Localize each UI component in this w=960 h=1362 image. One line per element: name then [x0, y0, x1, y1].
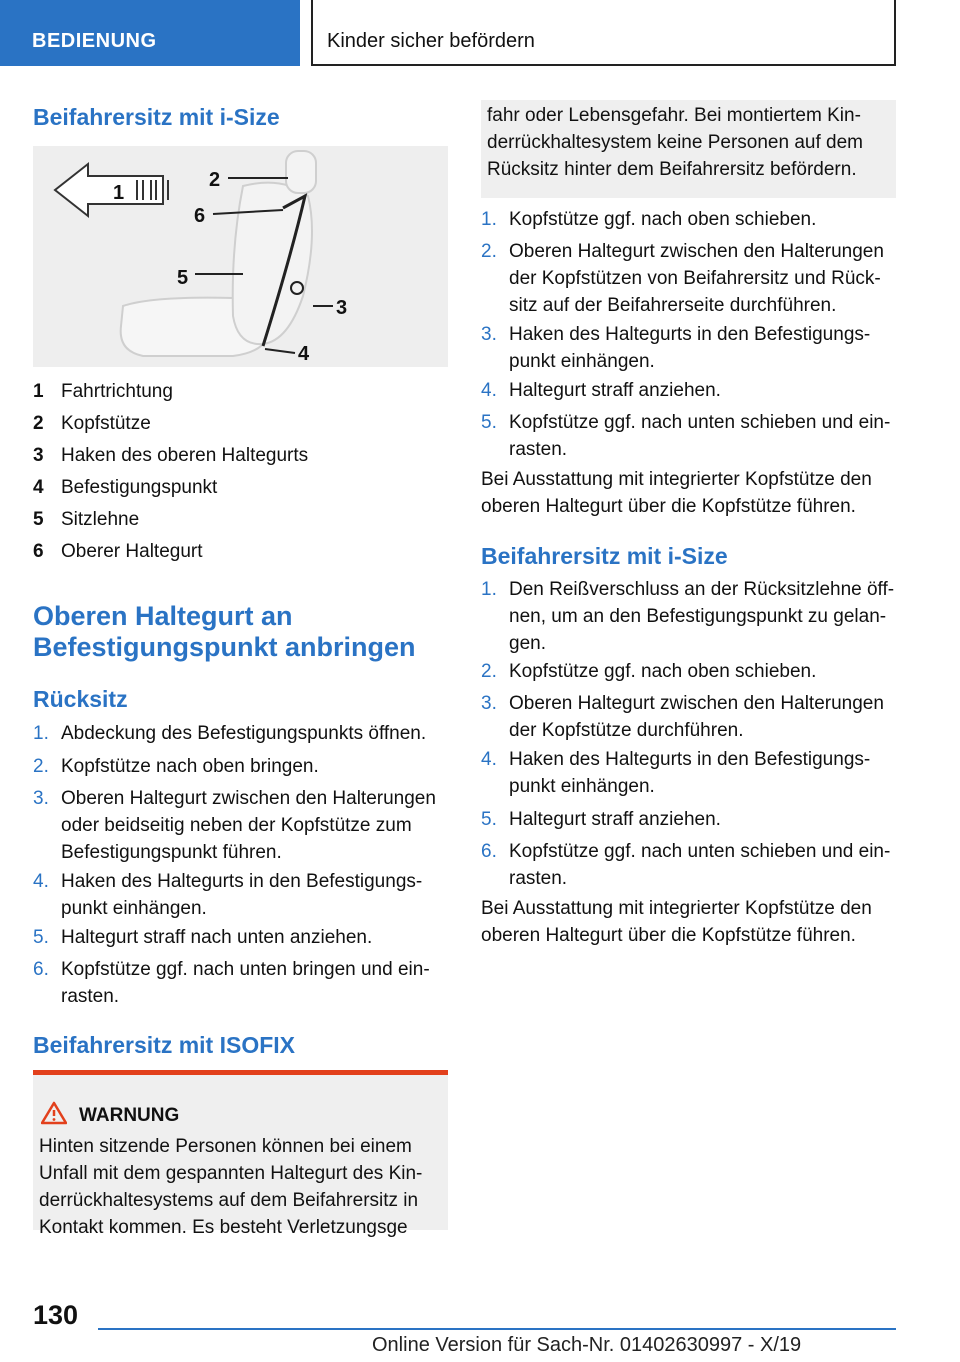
step-number: 5. [481, 412, 497, 433]
step-text: Haken des Haltegurts in den Befestigungspunkt einhängen. [509, 324, 871, 372]
headrest [286, 151, 316, 193]
legend-text: Fahrtrichtung [61, 381, 173, 402]
step-text: Haltegurt straff nach unten anziehen. [61, 927, 373, 948]
callout-4: 4 [298, 343, 310, 365]
footer-rule [98, 1328, 896, 1330]
legend-num: 4 [33, 477, 44, 498]
step-text: Oberen Haltegurt zwischen den Halterungen der Kopfstützen von Beifahrersitz und Rücksitz auf der Beifahrerseite durchführen. [509, 241, 884, 316]
section-tab[interactable] [0, 0, 300, 66]
step-number: 4. [481, 380, 497, 401]
step-text: Kopfstütze ggf. nach oben schieben. [509, 661, 817, 682]
step-number: 1. [481, 209, 497, 230]
legend-text: Befestigungspunkt [61, 477, 218, 498]
step-number: 5. [481, 809, 497, 830]
step-text: Kopfstütze ggf. nach unten schieben und einrasten. [509, 412, 891, 460]
seat-diagram [33, 146, 448, 367]
step-text: Kopfstütze ggf. nach oben schieben. [509, 209, 817, 230]
step-number: 4. [33, 871, 49, 892]
step-number: 3. [481, 693, 497, 714]
chapter-title-box [311, 0, 896, 66]
step-number: 1. [33, 723, 49, 744]
step-number: 4. [481, 749, 497, 770]
step-number: 2. [481, 241, 497, 262]
step-text: Haken des Haltegurts in den Befestigungspunkt einhängen. [509, 749, 871, 797]
step-number: 3. [33, 788, 49, 809]
callout-6: 6 [194, 205, 206, 227]
heading-ruecksitz: Rücksitz [33, 686, 128, 712]
step-text: Kopfstütze nach oben bringen. [61, 756, 319, 777]
section-heading [33, 601, 416, 663]
section-tab-label: BEDIENUNG [32, 30, 157, 52]
step-number: 6. [481, 841, 497, 862]
legend-num: 6 [33, 541, 44, 562]
heading-beifahrersitz-isofix: Beifahrersitz mit ISOFIX [33, 1032, 296, 1058]
legend-text: Kopfstütze [61, 413, 151, 434]
legend-text: Sitzlehne [61, 509, 140, 530]
page-number: 130 [33, 1300, 79, 1330]
step-text: Kopfstütze ggf. nach unten bringen und einrasten. [61, 959, 430, 1007]
step-number: 6. [33, 959, 49, 980]
heading-beifahrersitz-isize-2: Beifahrersitz mit i-Size [481, 543, 728, 569]
step-number: 3. [481, 324, 497, 345]
step-text: Den Reißverschluss an der Rücksitzlehne öffnen, um an den Befestigungspunkt zu gelangen. [509, 579, 895, 654]
callout-3: 3 [336, 297, 348, 319]
chapter-title: Kinder sicher befördern [327, 30, 535, 52]
step-text: Oberen Haltegurt zwischen den Halterungen oder beidseitig neben der Kopfstütze zum Befestigungspunkt führen. [61, 788, 436, 863]
legend-num: 3 [33, 445, 44, 466]
legend-text: Haken des oberen Haltegurts [61, 445, 309, 466]
warning-title: WARNUNG [79, 1105, 180, 1126]
note-paragraph: Bei Ausstattung mit integrierter Kopfstütze den oberen Haltegurt über die Kopfstütze führen. [481, 469, 872, 517]
callout-5: 5 [177, 267, 189, 289]
step-text: Haltegurt straff anziehen. [509, 809, 721, 830]
step-text: Oberen Haltegurt zwischen den Halterungen der Kopfstütze durchführen. [509, 693, 884, 741]
step-number: 2. [33, 756, 49, 777]
section-heading-line1: Oberen Haltegurt an [33, 601, 293, 631]
legend-num: 5 [33, 509, 44, 530]
legend-num: 1 [33, 381, 44, 402]
step-number: 2. [481, 661, 497, 682]
footer-online-version: Online Version für Sach-Nr. 01402630997 - X/19 [372, 1334, 802, 1356]
legend-text: Oberer Haltegurt [61, 541, 203, 562]
step-number: 5. [33, 927, 49, 948]
step-text: Haken des Haltegurts in den Befestigungspunkt einhängen. [61, 871, 423, 919]
step-text: Abdeckung des Befestigungspunkts öffnen. [61, 723, 427, 744]
step-text: Haltegurt straff anziehen. [509, 380, 721, 401]
note-paragraph: Bei Ausstattung mit integrierter Kopfstütze den oberen Haltegurt über die Kopfstütze führen. [481, 898, 872, 946]
callout-2: 2 [209, 169, 221, 191]
warning-box-continued [481, 100, 896, 198]
warning-text: Hinten sitzende Personen können bei einem Unfall mit dem gespannten Haltegurt des Kinderrückhaltesystems auf dem Beifahrersitz in Kontakt kommen. Es besteht Verletzungsge [39, 1136, 423, 1238]
callout-1: 1 [113, 182, 125, 204]
direction-arrow-icon [55, 164, 163, 216]
step-text: Kopfstütze ggf. nach unten schieben und einrasten. [509, 841, 891, 889]
heading-beifahrersitz-isize: Beifahrersitz mit i-Size [33, 104, 280, 130]
warning-box [33, 1070, 448, 1238]
seat-illustration [33, 146, 448, 367]
warning-triangle-icon [41, 1101, 67, 1125]
section-heading-line2: Befestigungspunkt anbringen [33, 632, 416, 662]
legend-num: 2 [33, 413, 44, 434]
warning-text-continued: fahr oder Lebensgefahr. Bei montiertem Kinderrückhaltesystem keine Personen auf dem Rücksitz hinter dem Beifahrersitz befördern. [487, 105, 863, 180]
step-number: 1. [481, 579, 497, 600]
